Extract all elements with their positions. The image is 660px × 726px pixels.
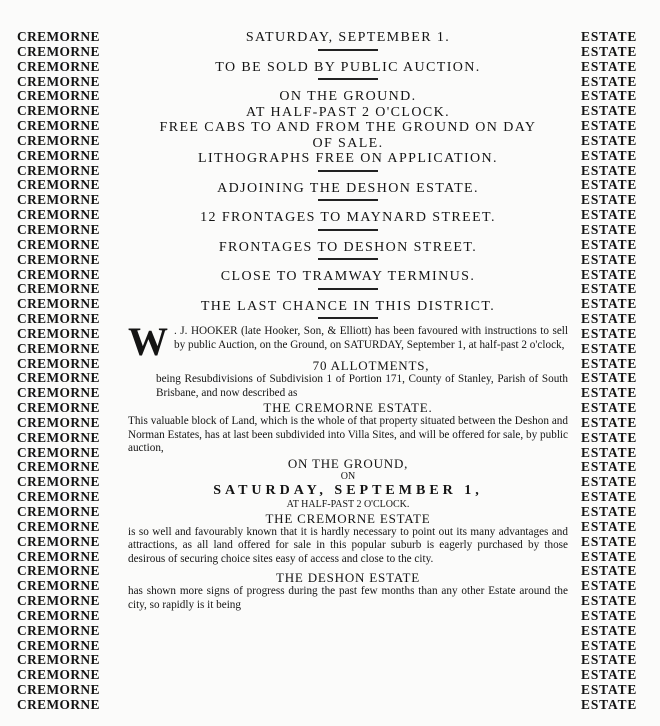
cremorne-word: CREMORNE (17, 667, 100, 683)
headline-free-cabs: FREE CABS TO AND FROM THE GROUND ON DAY (159, 120, 537, 135)
cremorne-word: CREMORNE (17, 682, 100, 698)
estate-word: ESTATE (581, 118, 638, 134)
cremorne-word: CREMORNE (17, 652, 100, 668)
estate-word: ESTATE (581, 340, 638, 356)
dropcap: W (128, 319, 168, 364)
headline-of-sale: OF SALE. (312, 135, 384, 151)
headline-last-chance: THE LAST CHANCE IN THIS DISTRICT. (200, 298, 496, 314)
estate-word: ESTATE (581, 58, 638, 74)
estate-word: ESTATE (581, 281, 638, 297)
estate-word: ESTATE (581, 132, 638, 148)
cremorne-word: CREMORNE (17, 593, 100, 609)
saturday-heading: SATURDAY, SEPTEMBER 1, (213, 482, 483, 498)
cremorne-word: CREMORNE (17, 459, 100, 475)
estate-word: ESTATE (581, 43, 638, 59)
deshon-text: has shown more signs of progress during the past few months than any other Estate around the city, so rapidly is it being (128, 585, 568, 611)
resubdivision-text: being Resubdivisions of Subdivision 1 of Portion 171, County of Stanley, Parish of South Brisbane, and now described as (156, 373, 568, 399)
cremorne-word: CREMORNE (17, 251, 100, 267)
on-the-ground-heading: ON THE GROUND, (287, 455, 409, 471)
cremorne-word: CREMORNE (17, 192, 100, 208)
cremorne-word: CREMORNE (17, 533, 100, 549)
headline-maynard: 12 FRONTAGES TO MAYNARD STREET. (200, 210, 496, 225)
cremorne-word: CREMORNE (17, 207, 100, 223)
estate-word: ESTATE (581, 622, 638, 638)
headline-time: AT HALF-PAST 2 O'CLOCK. (245, 104, 451, 120)
cremorne-word: CREMORNE (17, 311, 100, 327)
cremorne-column (17, 30, 100, 713)
intro-paragraph: W . J. HOOKER (late Hooker, Son, & Elliott) has been favoured with instructions to sell by public Auction, on the Ground, on SATURDAY, September 1, at half-past 2 o'clock, (128, 319, 568, 364)
estate-word: ESTATE (581, 88, 638, 104)
cremorne-word: CREMORNE (17, 147, 100, 163)
cremorne-word: CREMORNE (17, 177, 100, 193)
cremorne-word: CREMORNE (17, 504, 100, 519)
headline-deshon-street: FRONTAGES TO DESHON STREET. (218, 239, 478, 255)
cremorne-word: CREMORNE (17, 607, 100, 623)
rule (318, 229, 378, 231)
cremorne-word: CREMORNE (17, 489, 100, 505)
cremorne-word: CREMORNE (17, 370, 100, 386)
estate-word: ESTATE (581, 355, 638, 371)
estate-word: ESTATE (581, 207, 638, 223)
estate-word: ESTATE (581, 504, 638, 519)
cremorne-word: CREMORNE (17, 637, 100, 653)
on-label: ON (340, 470, 356, 482)
estate-word: ESTATE (581, 459, 638, 475)
cremorne-word: CREMORNE (17, 548, 100, 564)
estate-word: ESTATE (581, 236, 638, 252)
rule (318, 49, 378, 51)
headline-tramway: CLOSE TO TRAMWAY TERMINUS. (220, 269, 476, 284)
estate-word: ESTATE (581, 607, 638, 623)
estate-word: ESTATE (581, 73, 638, 89)
estate-word: ESTATE (581, 29, 638, 44)
estate-word: ESTATE (581, 593, 638, 609)
estate-word: ESTATE (581, 652, 638, 668)
cremorne-word: CREMORNE (17, 162, 100, 178)
estate-heading: THE CREMORNE ESTATE. (263, 400, 433, 415)
estate-word: ESTATE (581, 518, 638, 534)
estate-word: ESTATE (581, 637, 638, 653)
estate-word: ESTATE (581, 192, 638, 208)
headline-lithographs: LITHOGRAPHS FREE ON APPLICATION. (198, 151, 498, 166)
cremorne-word: CREMORNE (17, 622, 100, 638)
cremorne-word: CREMORNE (17, 266, 100, 282)
estate-word: ESTATE (581, 682, 638, 698)
estate-word: ESTATE (581, 563, 638, 579)
estate-word: ESTATE (581, 385, 638, 401)
cremorne-word: CREMORNE (17, 340, 100, 356)
advertisement-body (128, 30, 568, 612)
estate-word: ESTATE (581, 251, 638, 267)
cremorne-word: CREMORNE (17, 414, 100, 430)
cremorne-word: CREMORNE (17, 518, 100, 534)
estate-word: ESTATE (581, 177, 638, 193)
headline-adjoining: ADJOINING THE DESHON ESTATE. (217, 180, 479, 196)
estate-word: ESTATE (581, 162, 638, 178)
cremorne-word: CREMORNE (17, 444, 100, 460)
headline-date: SATURDAY, SEPTEMBER 1. (245, 30, 451, 45)
cremorne-word: CREMORNE (17, 696, 100, 712)
cremorne-word: CREMORNE (17, 43, 100, 59)
estate-word: ESTATE (581, 667, 638, 683)
allotments-heading: 70 ALLOTMENTS, (312, 358, 430, 373)
rule (318, 170, 378, 172)
well-known-text: is so well and favourably known that it is hardly necessary to point out its many advantages and attractions, as all land offered for sale in this popular suburb is eagerly purchased by those desirous of securing choice sites easy of access and close to the city. (128, 525, 568, 565)
cremorne-word: CREMORNE (17, 385, 100, 401)
estate-word: ESTATE (581, 296, 638, 312)
cremorne-word: CREMORNE (17, 281, 100, 297)
cremorne-word: CREMORNE (17, 563, 100, 579)
cremorne-word: CREMORNE (17, 429, 100, 445)
cremorne-word: CREMORNE (17, 355, 100, 371)
cremorne-word: CREMORNE (17, 296, 100, 312)
cremorne-word: CREMORNE (17, 236, 100, 252)
estate-word: ESTATE (581, 221, 638, 237)
estate-word: ESTATE (581, 414, 638, 430)
estate-word: ESTATE (581, 400, 638, 416)
cremorne-word: CREMORNE (17, 58, 100, 74)
estate-word: ESTATE (581, 444, 638, 460)
rule (318, 78, 378, 80)
cremorne-word: CREMORNE (17, 400, 100, 416)
deshon-estate-heading: THE DESHON ESTATE (276, 570, 420, 585)
valuable-block-text: This valuable block of Land, which is the whole of that property situated between the Deshon and Norman Estates, has at last been subdivided into Villa Sites, and will be offered for sale, by public auction, (128, 415, 568, 454)
headline-on-ground: ON THE GROUND. (279, 89, 417, 104)
rule (318, 199, 378, 201)
cremorne-word: CREMORNE (17, 103, 100, 119)
estate-word: ESTATE (581, 311, 638, 327)
cremorne-word: CREMORNE (17, 132, 100, 148)
at-half-past-label: AT HALF-PAST 2 O'CLOCK. (286, 498, 410, 510)
headline-auction: TO BE SOLD BY PUBLIC AUCTION. (215, 59, 481, 75)
estate-word: ESTATE (581, 533, 638, 549)
cremorne-word: CREMORNE (17, 73, 100, 89)
rule (318, 258, 378, 260)
cremorne-word: CREMORNE (17, 325, 100, 341)
cremorne-word: CREMORNE (17, 474, 100, 490)
estate-word: ESTATE (581, 578, 638, 594)
cremorne-word: CREMORNE (17, 578, 100, 594)
estate-word: ESTATE (581, 489, 638, 505)
estate-word: ESTATE (581, 370, 638, 386)
estate-word: ESTATE (581, 147, 638, 163)
cremorne-estate-heading: THE CREMORNE ESTATE (265, 510, 431, 526)
estate-word: ESTATE (581, 548, 638, 564)
rule (318, 288, 378, 290)
estate-word: ESTATE (581, 429, 638, 445)
cremorne-word: CREMORNE (17, 29, 100, 44)
rule (318, 317, 378, 319)
cremorne-word: CREMORNE (17, 221, 100, 237)
estate-word: ESTATE (581, 325, 638, 341)
cremorne-word: CREMORNE (17, 88, 100, 104)
estate-column (581, 30, 637, 713)
estate-word: ESTATE (581, 103, 638, 119)
estate-word: ESTATE (581, 474, 638, 490)
estate-word: ESTATE (581, 696, 638, 712)
estate-word: ESTATE (581, 266, 638, 282)
cremorne-word: CREMORNE (17, 118, 100, 134)
